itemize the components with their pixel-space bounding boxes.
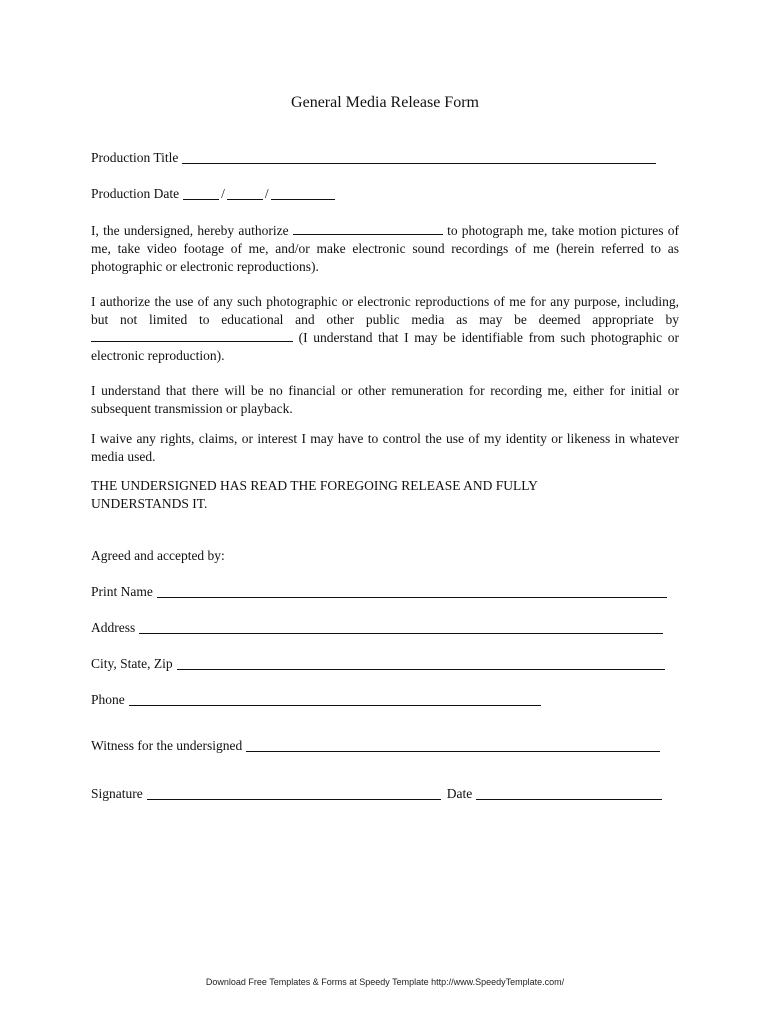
footer-note: Download Free Templates & Forms at Speedy Template http://www.SpeedyTemplate.com/ (205, 977, 565, 987)
usage-paragraph (91, 293, 679, 365)
production-title-row (91, 150, 658, 166)
signature-row (91, 786, 664, 802)
acknowledgement-paragraph: THE UNDERSIGNED HAS READ THE FOREGOING RELEASE AND FULLY UNDERSTANDS IT. (91, 478, 538, 511)
production-title-field[interactable] (182, 151, 656, 164)
date-separator: / (221, 186, 225, 201)
witness-label: Witness for the undersigned (91, 738, 243, 753)
witness-row (91, 738, 662, 754)
production-date-label: Production Date (91, 186, 180, 201)
production-date-day-field[interactable] (227, 187, 263, 200)
signature-date-field[interactable] (476, 787, 662, 800)
form-title: General Media Release Form (291, 94, 479, 111)
phone-label: Phone (91, 692, 125, 707)
phone-row (91, 692, 543, 708)
city-state-zip-label: City, State, Zip (91, 656, 173, 671)
signature-label: Signature (91, 786, 143, 801)
agreed-heading: Agreed and accepted by: (91, 548, 225, 563)
waiver-paragraph: I waive any rights, claims, or interest I may have to control the use of my identity or likeness in whatever media used. (91, 431, 679, 464)
production-date-year-field[interactable] (271, 187, 335, 200)
production-title-label: Production Title (91, 150, 179, 165)
witness-field[interactable] (246, 739, 660, 752)
address-field[interactable] (139, 621, 663, 634)
address-label: Address (91, 620, 136, 635)
date-separator: / (264, 186, 269, 201)
authorization-text-end: to photograph me, take motion pictures of me, take video footage of me, and/or make electronic sound recordings of me (herein referred to as photographic or electronic reproductions). (91, 223, 680, 274)
authorization-paragraph (91, 222, 679, 276)
print-name-row (91, 584, 669, 600)
authorized-party-field[interactable] (293, 223, 443, 235)
signature-field[interactable] (147, 787, 441, 800)
production-date-row (91, 186, 337, 202)
usage-text-end: (I understand that I may be identifiable from such photographic or electronic reproduction). (91, 330, 680, 363)
address-row (91, 620, 665, 636)
city-state-zip-row (91, 656, 667, 672)
print-name-field[interactable] (157, 585, 667, 598)
usage-text-start: I authorize the use of any such photographic or electronic reproductions of me for any purpose, including, but not limited to educational and other public media as may be deemed appropriate by (91, 294, 679, 327)
authorization-text-start: I, the undersigned, hereby authorize (91, 223, 289, 238)
production-date-month-field[interactable] (183, 187, 219, 200)
date-label: Date (446, 786, 473, 801)
deemed-by-field[interactable] (91, 330, 293, 342)
phone-field[interactable] (129, 693, 541, 706)
print-name-label: Print Name (91, 584, 153, 599)
remuneration-paragraph: I understand that there will be no financial or other remuneration for recording me, either for initial or subsequent transmission or playback. (91, 383, 679, 416)
city-state-zip-field[interactable] (177, 657, 665, 670)
